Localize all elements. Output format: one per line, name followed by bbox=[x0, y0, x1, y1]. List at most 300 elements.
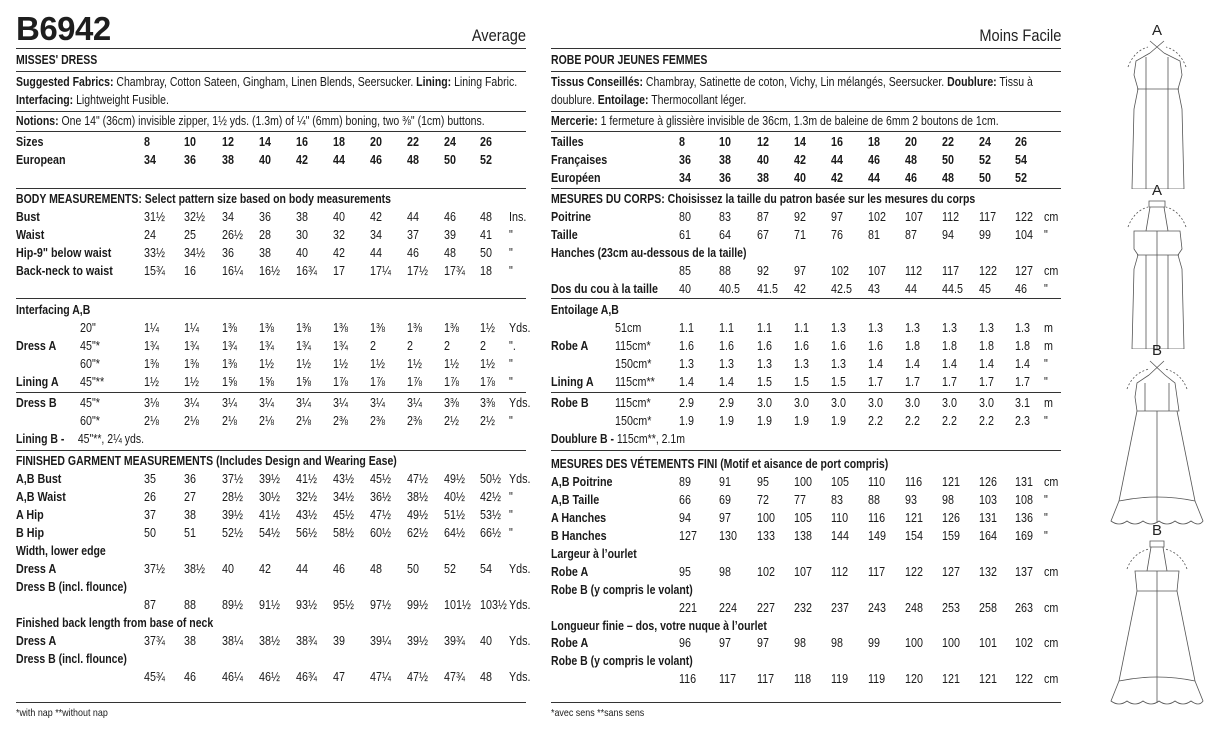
interfacing-text: Thermocollant léger. bbox=[648, 93, 747, 107]
unit: cm bbox=[1044, 565, 1059, 579]
cell-value: 39½ bbox=[259, 472, 280, 486]
unit: cm bbox=[1044, 601, 1059, 615]
cell-value: 1⅜ bbox=[370, 321, 385, 335]
cell-value: 81 bbox=[868, 228, 880, 242]
cell-value: 28½ bbox=[222, 490, 243, 504]
cell-value: 96 bbox=[679, 636, 691, 650]
unit: Yds. bbox=[509, 562, 531, 576]
cell-value: 83 bbox=[831, 493, 843, 507]
cell-value: 253 bbox=[942, 601, 960, 615]
cell-value: 1½ bbox=[480, 321, 495, 335]
dress-a-back-icon bbox=[1122, 199, 1192, 349]
unit: cm bbox=[1044, 475, 1059, 489]
cell-value: 20 bbox=[905, 135, 917, 149]
cell-value: 37½ bbox=[144, 562, 165, 576]
drawing-a-front bbox=[1085, 22, 1229, 189]
cell-value: 1.8 bbox=[942, 339, 957, 353]
cell-value: 1.3 bbox=[719, 357, 734, 371]
cell-value: 103 bbox=[979, 493, 997, 507]
cell-value: 1.7 bbox=[942, 375, 957, 389]
lining-text: Tissu à bbox=[996, 75, 1033, 89]
cell-value: 2.9 bbox=[679, 396, 694, 410]
cell-value: 1.3 bbox=[1015, 321, 1030, 335]
unit: " bbox=[509, 526, 513, 540]
cell-value: 1.7 bbox=[905, 375, 920, 389]
divider bbox=[16, 131, 526, 132]
unit: " bbox=[509, 264, 513, 278]
table-row bbox=[16, 373, 526, 391]
cell-value: 122 bbox=[905, 565, 923, 579]
cell-value: 26 bbox=[1015, 135, 1027, 149]
cell-value: 48 bbox=[370, 562, 382, 576]
cell-value: 248 bbox=[905, 601, 923, 615]
cell-value: 258 bbox=[979, 601, 997, 615]
cell-value: 8 bbox=[144, 135, 150, 149]
cell-value: 121 bbox=[942, 672, 960, 686]
table-row bbox=[16, 596, 531, 614]
cell-value: 2.2 bbox=[905, 414, 920, 428]
unit: " bbox=[1044, 414, 1048, 428]
row-label: B Hip bbox=[16, 526, 45, 540]
cell-value: 46¼ bbox=[222, 670, 243, 684]
cell-value: 1.6 bbox=[757, 339, 772, 353]
cell-value: 16 bbox=[184, 264, 196, 278]
table-row bbox=[551, 373, 1061, 391]
lining-b-line bbox=[551, 430, 685, 448]
cell-value: 36 bbox=[679, 153, 691, 167]
cell-value: 1⅝ bbox=[222, 375, 237, 389]
cell-value: 122 bbox=[1015, 672, 1033, 686]
notions-label: Mercerie: bbox=[551, 114, 598, 128]
cell-value: 54½ bbox=[259, 526, 280, 540]
cell-value: 1.3 bbox=[831, 357, 846, 371]
cell-value: 1⅝ bbox=[259, 375, 274, 389]
cell-value: 45¾ bbox=[144, 670, 165, 684]
cell-value: 120 bbox=[905, 672, 923, 686]
cell-value: 95½ bbox=[333, 598, 354, 612]
unit: " bbox=[1044, 228, 1048, 242]
lining-b-label: Lining B - bbox=[16, 432, 65, 446]
table-row bbox=[551, 670, 1061, 688]
cell-value: 49½ bbox=[407, 508, 428, 522]
interfacing-label: Interfacing: bbox=[16, 93, 74, 107]
cell-value: 121 bbox=[905, 511, 923, 525]
unit: ". bbox=[509, 339, 516, 353]
table-row bbox=[16, 208, 526, 226]
cell-value: 1.8 bbox=[979, 339, 994, 353]
table-row bbox=[551, 337, 1061, 355]
cell-value: 54 bbox=[480, 562, 492, 576]
table-row bbox=[16, 355, 526, 373]
cell-value: 52 bbox=[1015, 171, 1027, 185]
cell-value: 3⅜ bbox=[480, 396, 495, 410]
row-label: Robe B bbox=[551, 396, 589, 410]
cell-value: 1⅞ bbox=[480, 375, 495, 389]
divider bbox=[16, 298, 526, 299]
cell-value: 64½ bbox=[444, 526, 465, 540]
divider bbox=[551, 450, 1061, 451]
cell-value: 221 bbox=[679, 601, 697, 615]
table-row bbox=[551, 599, 1061, 617]
cell-value: 38 bbox=[259, 246, 271, 260]
row-label: Françaises bbox=[551, 153, 608, 167]
cell-value: 87 bbox=[144, 598, 156, 612]
cell-value: 42 bbox=[370, 210, 382, 224]
cell-value: 52 bbox=[480, 153, 492, 167]
cell-value: 107 bbox=[794, 565, 812, 579]
cell-value: 1.4 bbox=[868, 357, 883, 371]
cell-value: 38½ bbox=[407, 490, 428, 504]
table-row bbox=[16, 560, 531, 578]
fabric-width: 115cm** bbox=[615, 375, 655, 389]
cell-value: 46 bbox=[868, 153, 880, 167]
cell-value: 47¾ bbox=[444, 670, 465, 684]
row-label: European bbox=[16, 153, 66, 167]
cell-value: 76 bbox=[831, 228, 843, 242]
width-heading: Width, lower edge bbox=[16, 544, 106, 558]
unit: Yds. bbox=[509, 670, 531, 684]
cell-value: 34 bbox=[144, 153, 156, 167]
cell-value: 39 bbox=[444, 228, 456, 242]
cell-value: 1.7 bbox=[868, 375, 883, 389]
cell-value: 44 bbox=[296, 562, 308, 576]
cell-value: 33½ bbox=[144, 246, 165, 260]
cell-value: 46¾ bbox=[296, 670, 317, 684]
notions-line bbox=[551, 112, 999, 130]
unit: Yds. bbox=[509, 396, 531, 410]
cell-value: 28 bbox=[259, 228, 271, 242]
cell-value: 40½ bbox=[444, 490, 465, 504]
cell-value: 1¼ bbox=[144, 321, 159, 335]
lining-label: Lining: bbox=[416, 75, 452, 89]
cell-value: 1.4 bbox=[1015, 357, 1030, 371]
cell-value: 1¾ bbox=[184, 339, 199, 353]
cell-value: 45½ bbox=[333, 508, 354, 522]
cell-value: 18 bbox=[868, 135, 880, 149]
yardage-heading: Interfacing A,B bbox=[16, 303, 91, 317]
length-dress-b-label: Dress B (incl. flounce) bbox=[16, 652, 127, 666]
cell-value: 121 bbox=[942, 475, 960, 489]
cell-value: 49½ bbox=[444, 472, 465, 486]
cell-value: 40 bbox=[259, 153, 271, 167]
cell-value: 1.3 bbox=[831, 321, 846, 335]
cell-value: 130 bbox=[719, 529, 737, 543]
cell-value: 27 bbox=[184, 490, 196, 504]
cell-value: 66 bbox=[679, 493, 691, 507]
cell-value: 50 bbox=[444, 153, 456, 167]
width-dress-b-label: Dress B (incl. flounce) bbox=[16, 580, 127, 594]
cell-value: 24 bbox=[144, 228, 156, 242]
cell-value: 41.5 bbox=[757, 282, 778, 296]
view-label: B bbox=[1151, 522, 1162, 539]
cell-value: 112 bbox=[905, 264, 923, 278]
fabric-width: 51cm bbox=[615, 321, 642, 335]
cell-value: 52½ bbox=[222, 526, 243, 540]
cell-value: 42 bbox=[296, 153, 308, 167]
cell-value: 1.9 bbox=[757, 414, 772, 428]
row-label: Européen bbox=[551, 171, 601, 185]
cell-value: 159 bbox=[942, 529, 960, 543]
footnote: *avec sens **sans sens bbox=[551, 707, 645, 719]
cell-value: 40 bbox=[296, 246, 308, 260]
fabric-width: 115cm* bbox=[615, 396, 651, 410]
cell-value: 126 bbox=[979, 475, 997, 489]
cell-value: 92 bbox=[794, 210, 806, 224]
cell-value: 34 bbox=[370, 228, 382, 242]
cell-value: 1.3 bbox=[794, 357, 809, 371]
cell-value: 38¼ bbox=[222, 634, 243, 648]
cell-value: 132 bbox=[979, 565, 997, 579]
table-row bbox=[16, 488, 526, 506]
table-row bbox=[16, 668, 531, 686]
cell-value: 44 bbox=[868, 171, 880, 185]
cell-value: 1.6 bbox=[794, 339, 809, 353]
cell-value: 102 bbox=[757, 565, 775, 579]
cell-value: 37½ bbox=[222, 472, 243, 486]
fabric-width: 60"* bbox=[80, 414, 100, 428]
cell-value: 22 bbox=[942, 135, 954, 149]
divider bbox=[16, 392, 526, 393]
divider bbox=[16, 71, 526, 72]
row-label: Robe A bbox=[551, 339, 589, 353]
fabric-width: 45"** bbox=[80, 375, 105, 389]
cell-value: 72 bbox=[757, 493, 769, 507]
cell-value: 36 bbox=[222, 246, 234, 260]
cell-value: 117 bbox=[757, 672, 775, 686]
cell-value: 117 bbox=[942, 264, 960, 278]
cell-value: 121 bbox=[979, 672, 997, 686]
row-label: Tailles bbox=[551, 135, 584, 149]
cell-value: 38 bbox=[184, 508, 196, 522]
unit: " bbox=[1044, 493, 1048, 507]
interfacing-label: Entoilage: bbox=[597, 93, 649, 107]
cell-value: 169 bbox=[1015, 529, 1033, 543]
cell-value: 97 bbox=[794, 264, 806, 278]
cell-value: 36½ bbox=[370, 490, 391, 504]
cell-value: 46 bbox=[444, 210, 456, 224]
cell-value: 95 bbox=[679, 565, 691, 579]
fabric-width: 60"* bbox=[80, 357, 100, 371]
row-label: Waist bbox=[16, 228, 45, 242]
table-row bbox=[16, 151, 526, 169]
cell-value: 3.0 bbox=[794, 396, 809, 410]
table-row bbox=[551, 319, 1061, 337]
cell-value: 44 bbox=[905, 282, 917, 296]
lining-text: Lining Fabric. bbox=[451, 75, 518, 89]
cell-value: 88 bbox=[868, 493, 880, 507]
table-row bbox=[551, 280, 1061, 298]
table-row bbox=[16, 394, 531, 412]
cell-value: 1.3 bbox=[679, 357, 694, 371]
cell-value: 14 bbox=[794, 135, 806, 149]
cell-value: 71 bbox=[794, 228, 806, 242]
divider bbox=[551, 48, 1061, 49]
cell-value: 99 bbox=[868, 636, 880, 650]
cell-value: 34 bbox=[679, 171, 691, 185]
cell-value: 2.9 bbox=[719, 396, 734, 410]
cell-value: 102 bbox=[868, 210, 886, 224]
cell-value: 26½ bbox=[222, 228, 243, 242]
cell-value: 12 bbox=[222, 135, 234, 149]
table-row bbox=[551, 412, 1061, 430]
cell-value: 2½ bbox=[444, 414, 459, 428]
cell-value: 37¾ bbox=[144, 634, 165, 648]
cell-value: 118 bbox=[794, 672, 812, 686]
difficulty-level: Average bbox=[471, 26, 526, 45]
row-label: A,B Bust bbox=[16, 472, 62, 486]
table-row bbox=[16, 337, 526, 355]
cell-value: 2½ bbox=[480, 414, 495, 428]
cell-value: 2.3 bbox=[1015, 414, 1030, 428]
table-row bbox=[16, 262, 526, 280]
row-label: Dos du cou à la taille bbox=[551, 282, 658, 296]
cell-value: 24 bbox=[444, 135, 456, 149]
cell-value: 1.7 bbox=[979, 375, 994, 389]
divider bbox=[551, 188, 1061, 189]
fabric-width: 45"* bbox=[80, 339, 100, 353]
cell-value: 1⅜ bbox=[296, 321, 311, 335]
finished-heading: FINISHED GARMENT MEASUREMENTS (Includes Design and Wearing Ease) bbox=[16, 454, 397, 468]
cell-value: 107 bbox=[868, 264, 886, 278]
lining-b-label: Doublure B - bbox=[551, 432, 614, 446]
cell-value: 42 bbox=[333, 246, 345, 260]
cell-value: 47½ bbox=[407, 670, 428, 684]
cell-value: 12 bbox=[757, 135, 769, 149]
cell-value: 97½ bbox=[370, 598, 391, 612]
cell-value: 44 bbox=[370, 246, 382, 260]
cell-value: 40 bbox=[222, 562, 234, 576]
cell-value: 16¼ bbox=[222, 264, 243, 278]
table-row bbox=[16, 524, 526, 542]
cell-value: 1.8 bbox=[1015, 339, 1030, 353]
cell-value: 1¾ bbox=[296, 339, 311, 353]
cell-value: 119 bbox=[868, 672, 886, 686]
cell-value: 16 bbox=[831, 135, 843, 149]
cell-value: 31½ bbox=[144, 210, 165, 224]
cell-value: 2⅛ bbox=[144, 414, 159, 428]
cell-value: 40.5 bbox=[719, 282, 740, 296]
cell-value: 1⅞ bbox=[444, 375, 459, 389]
cell-value: 26 bbox=[480, 135, 492, 149]
cell-value: 1.3 bbox=[979, 321, 994, 335]
cell-value: 87 bbox=[757, 210, 769, 224]
cell-value: 48 bbox=[480, 210, 492, 224]
unit: " bbox=[509, 414, 513, 428]
cell-value: 46 bbox=[370, 153, 382, 167]
cell-value: 34½ bbox=[184, 246, 205, 260]
cell-value: 48 bbox=[444, 246, 456, 260]
cell-value: 50 bbox=[942, 153, 954, 167]
cell-value: 263 bbox=[1015, 601, 1033, 615]
unit: cm bbox=[1044, 210, 1059, 224]
cell-value: 2⅛ bbox=[296, 414, 311, 428]
cell-value: 38¾ bbox=[296, 634, 317, 648]
cell-value: 16 bbox=[296, 135, 308, 149]
cell-value: 1.4 bbox=[719, 375, 734, 389]
cell-value: 87 bbox=[905, 228, 917, 242]
row-label: A Hip bbox=[16, 508, 44, 522]
table-row bbox=[16, 133, 526, 151]
cell-value: 100 bbox=[757, 511, 775, 525]
cell-value: 26 bbox=[144, 490, 156, 504]
cell-value: 164 bbox=[979, 529, 997, 543]
lining-label: Doublure: bbox=[947, 75, 997, 89]
table-row bbox=[551, 208, 1061, 226]
cell-value: 42.5 bbox=[831, 282, 852, 296]
cell-value: 47½ bbox=[370, 508, 391, 522]
table-row bbox=[551, 133, 1061, 151]
cell-value: 42 bbox=[831, 171, 843, 185]
cell-value: 80 bbox=[679, 210, 691, 224]
table-row bbox=[551, 169, 1061, 187]
interfacing-line bbox=[16, 91, 169, 109]
cell-value: 34½ bbox=[333, 490, 354, 504]
row-label: Taille bbox=[551, 228, 578, 242]
cell-value: 47 bbox=[333, 670, 345, 684]
cell-value: 50 bbox=[480, 246, 492, 260]
cell-value: 110 bbox=[868, 475, 886, 489]
cell-value: 36 bbox=[719, 171, 731, 185]
lining-b-text: 45"**, 2¼ yds. bbox=[77, 432, 145, 446]
cell-value: 1¼ bbox=[184, 321, 199, 335]
row-label: B Hanches bbox=[551, 529, 607, 543]
cell-value: 1.6 bbox=[719, 339, 734, 353]
unit: Yds. bbox=[509, 321, 531, 335]
cell-value: 1⅜ bbox=[222, 357, 237, 371]
cell-value: 25 bbox=[184, 228, 196, 242]
cell-value: 38 bbox=[184, 634, 196, 648]
cell-value: 38 bbox=[222, 153, 234, 167]
cell-value: 116 bbox=[679, 672, 697, 686]
cell-value: 98 bbox=[831, 636, 843, 650]
cell-value: 38 bbox=[296, 210, 308, 224]
cell-value: 43½ bbox=[333, 472, 354, 486]
cell-value: 1.9 bbox=[831, 414, 846, 428]
cell-value: 40 bbox=[679, 282, 691, 296]
unit: m bbox=[1044, 339, 1053, 353]
table-row bbox=[551, 473, 1061, 491]
cell-value: 1⅜ bbox=[144, 357, 159, 371]
unit: " bbox=[509, 357, 513, 371]
cell-value: 100 bbox=[942, 636, 960, 650]
cell-value: 3¼ bbox=[296, 396, 311, 410]
table-row bbox=[551, 151, 1061, 169]
cell-value: 1.3 bbox=[942, 321, 957, 335]
cell-value: 2⅜ bbox=[370, 414, 385, 428]
row-label: Dress A bbox=[16, 339, 57, 353]
unit: Yds. bbox=[509, 472, 531, 486]
cell-value: 1½ bbox=[407, 357, 422, 371]
cell-value: 136 bbox=[1015, 511, 1033, 525]
unit: cm bbox=[1044, 264, 1059, 278]
table-row bbox=[16, 244, 526, 262]
cell-value: 133 bbox=[757, 529, 775, 543]
cell-value: 67 bbox=[757, 228, 769, 242]
cell-value: 1½ bbox=[296, 357, 311, 371]
row-label: Sizes bbox=[16, 135, 44, 149]
cell-value: 42 bbox=[259, 562, 271, 576]
cell-value: 119 bbox=[831, 672, 849, 686]
cell-value: 40 bbox=[480, 634, 492, 648]
row-label: Robe A bbox=[551, 565, 589, 579]
cell-value: 3¼ bbox=[259, 396, 274, 410]
divider bbox=[16, 48, 526, 49]
unit: " bbox=[1044, 529, 1048, 543]
cell-value: 41½ bbox=[296, 472, 317, 486]
cell-value: 3.0 bbox=[905, 396, 920, 410]
divider bbox=[551, 702, 1061, 703]
cell-value: 102 bbox=[831, 264, 849, 278]
